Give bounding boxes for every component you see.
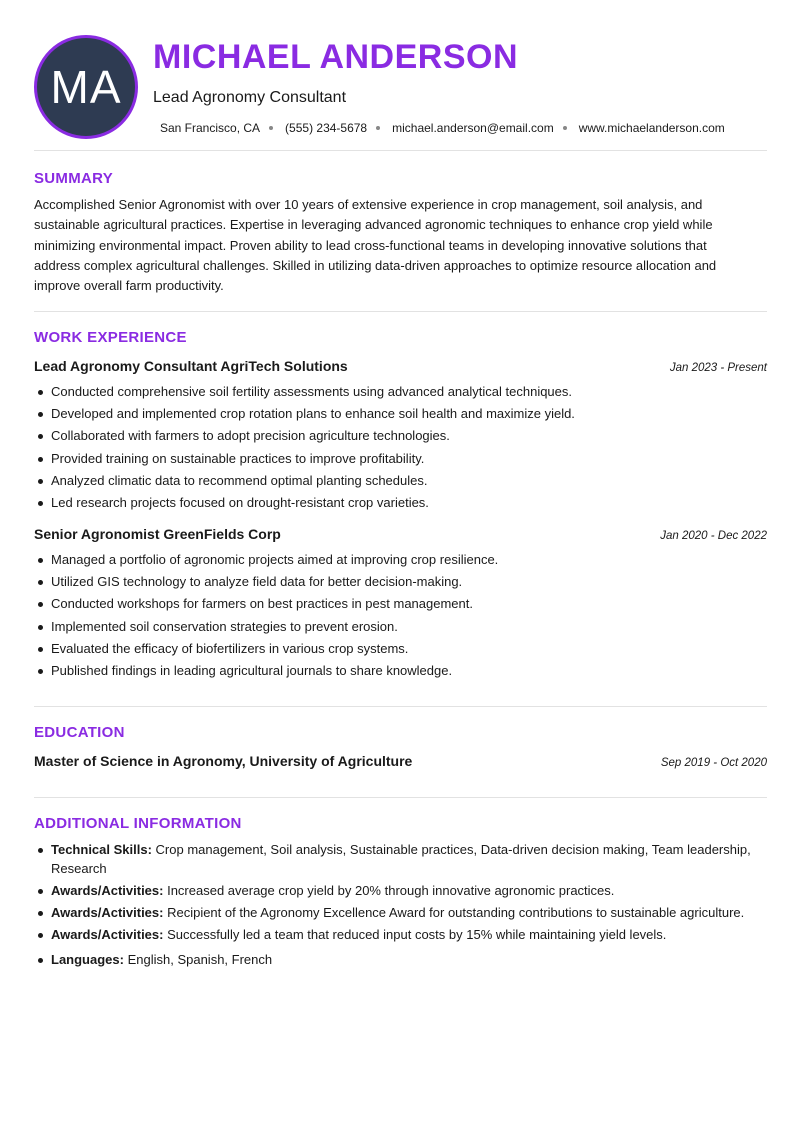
- avatar: [34, 35, 138, 139]
- list-item: Led research projects focused on drought-resistant crop varieties.: [34, 492, 767, 514]
- list-item: Utilized GIS technology to analyze field data for better decision-making.: [34, 571, 767, 593]
- list-item: [34, 841, 767, 878]
- bullet-separator-icon: [376, 126, 380, 130]
- list-item: Published findings in leading agricultural journals to share knowledge.: [34, 660, 767, 682]
- list-item: Developed and implemented crop rotation plans to enhance soil health and maximize yield.: [34, 403, 767, 425]
- item-text: English, Spanish, French: [123, 951, 273, 967]
- work-experience-heading: WORK EXPERIENCE: [34, 329, 187, 346]
- avatar-initials: MA: [50, 61, 122, 113]
- education-heading: EDUCATION: [34, 724, 125, 741]
- item-text: Successfully led a team that reduced input costs by 15% while maintaining yield levels.: [163, 927, 667, 943]
- contact-phone: (555) 234-5678: [285, 121, 368, 135]
- education-dates: Sep 2019 - Oct 2020: [660, 757, 767, 769]
- item-text: Crop management, Soil analysis, Sustainable practices, Data-driven decision making, Team leadership, Research: [51, 842, 751, 876]
- summary-text: Accomplished Senior Agronomist with over 10 years of extensive experience in crop management, soil analysis, and sustainable agricultural practices. Expertise in leveraging advanced agronomic techniques to enhance crop yield while minimizing environmental impact. Proven ability to lead cross-functional teams in developing innovative solutions that address complex agricultural challenges. Skilled in utilizing data-driven approaches to optimize resource allocation and improve overall farm productivity.: [34, 197, 717, 294]
- list-item: [34, 926, 767, 945]
- job-bullets: [34, 549, 767, 682]
- job-dates: Jan 2020 - Dec 2022: [660, 530, 767, 542]
- job-role: Senior Agronomist GreenFields Corp: [34, 526, 281, 542]
- list-item: Evaluated the efficacy of biofertilizers in various crop systems.: [34, 638, 767, 660]
- item-text: Recipient of the Agronomy Excellence Award for outstanding contributions to sustainable agriculture.: [163, 904, 745, 920]
- job-dates: Jan 2023 - Present: [669, 362, 767, 374]
- list-item: Collaborated with farmers to adopt precision agriculture technologies.: [34, 425, 767, 447]
- list-item: Implemented soil conservation strategies to prevent erosion.: [34, 616, 767, 638]
- summary-heading: SUMMARY: [34, 170, 114, 187]
- item-label: Languages:: [51, 951, 124, 967]
- item-text: Increased average crop yield by 20% through innovative agronomic practices.: [163, 882, 615, 898]
- divider: [34, 150, 767, 151]
- list-item: Provided training on sustainable practices to improve profitability.: [34, 448, 767, 470]
- contact-website[interactable]: www.michaelanderson.com: [578, 121, 725, 135]
- list-item: Managed a portfolio of agronomic projects aimed at improving crop resilience.: [34, 549, 767, 571]
- additional-info-heading: ADDITIONAL INFORMATION: [34, 815, 242, 832]
- job-bullets: [34, 381, 767, 514]
- item-label: Awards/Activities:: [51, 882, 164, 898]
- list-item: Analyzed climatic data to recommend optimal planting schedules.: [34, 470, 767, 492]
- degree: Master of Science in Agronomy, University of Agriculture: [34, 753, 413, 769]
- item-label: Awards/Activities:: [51, 927, 164, 943]
- list-item: [34, 904, 767, 923]
- item-label: Awards/Activities:: [51, 904, 164, 920]
- candidate-name: MICHAEL ANDERSON: [153, 38, 519, 76]
- bullet-separator-icon: [269, 126, 273, 130]
- job-title: Lead Agronomy Consultant: [153, 89, 347, 106]
- contact-bar: [160, 121, 725, 135]
- bullet-separator-icon: [563, 126, 567, 130]
- divider: [34, 797, 767, 798]
- divider: [34, 706, 767, 707]
- list-item: [34, 951, 767, 970]
- item-label: Technical Skills:: [51, 842, 152, 857]
- list-item: [34, 882, 767, 901]
- job-role: Lead Agronomy Consultant AgriTech Solutions: [34, 358, 348, 374]
- divider: [34, 311, 767, 312]
- job-header: [34, 526, 767, 542]
- education-entry: [34, 753, 767, 769]
- additional-info-list: [34, 841, 767, 973]
- list-item: Conducted workshops for farmers on best practices in pest management.: [34, 593, 767, 615]
- contact-email[interactable]: michael.anderson@email.com: [392, 121, 554, 135]
- contact-location: San Francisco, CA: [160, 121, 261, 135]
- list-item: Conducted comprehensive soil fertility assessments using advanced analytical techniques.: [34, 381, 767, 403]
- job-header: [34, 358, 767, 374]
